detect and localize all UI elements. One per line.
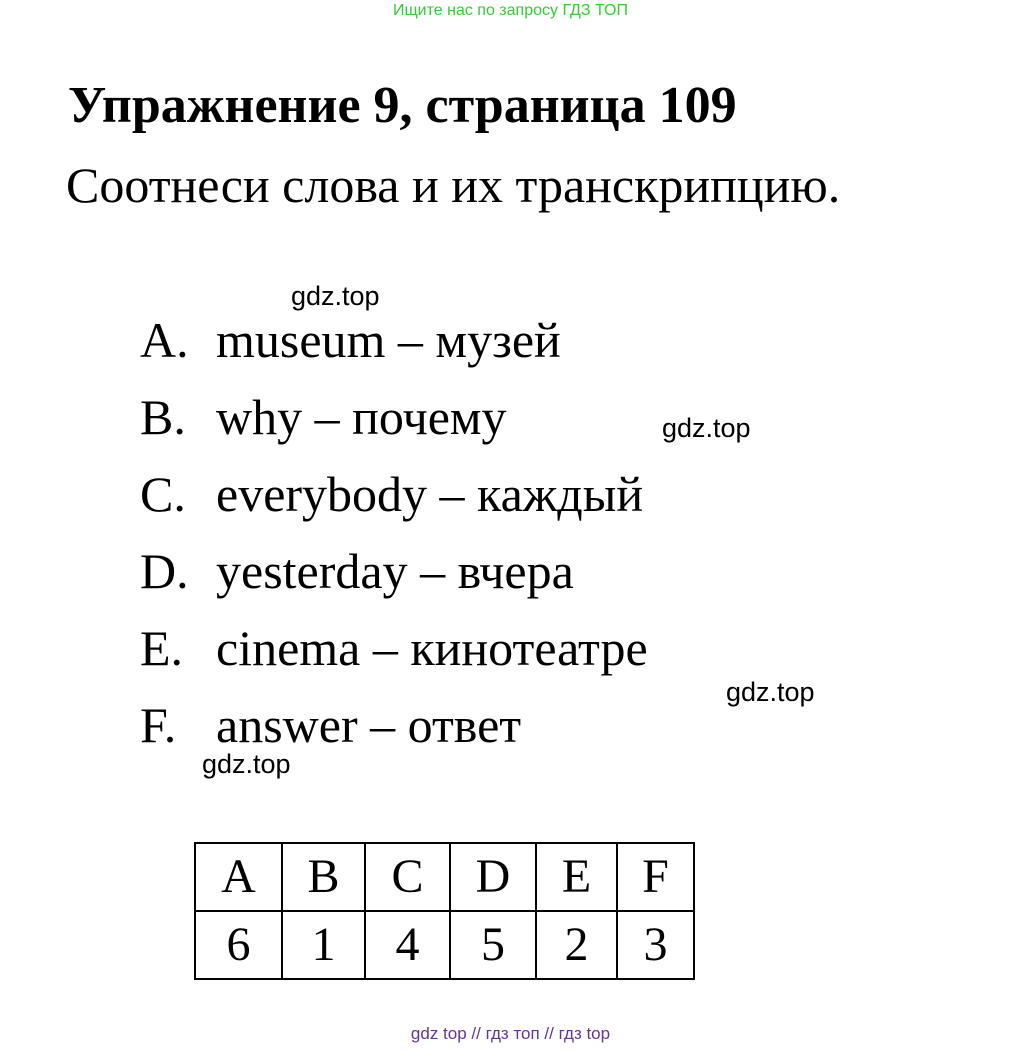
pair-letter: C. [140, 466, 186, 522]
answer-header-cell: A [195, 843, 282, 911]
answer-value-cell: 1 [282, 911, 365, 979]
exercise-instruction: Соотнеси слова и их транскрипцию. [66, 157, 841, 213]
watermark: gdz.top [662, 413, 751, 443]
pair-letter: F. [140, 697, 177, 753]
watermark: gdz.top [202, 749, 291, 779]
answer-header-cell: E [536, 843, 617, 911]
answer-value-cell: 2 [536, 911, 617, 979]
pair-letter: B. [140, 389, 186, 445]
pair-text: answer – ответ [216, 697, 522, 753]
answer-value-cell: 3 [617, 911, 694, 979]
answer-header-cell: D [450, 843, 536, 911]
pair-text: yesterday – вчера [216, 543, 574, 599]
watermark: gdz.top [291, 281, 380, 311]
answer-header-cell: C [365, 843, 450, 911]
word-pair-b [140, 389, 507, 445]
watermark: gdz.top [726, 677, 815, 707]
answer-value-cell: 4 [365, 911, 450, 979]
word-pair-c [140, 466, 643, 522]
pair-letter: A. [140, 312, 189, 368]
page-title: Упражнение 9, страница 109 [68, 77, 737, 134]
word-pair-d [140, 543, 574, 599]
answer-table-header-row [195, 843, 694, 911]
answer-value-cell: 6 [195, 911, 282, 979]
answer-header-cell: F [617, 843, 694, 911]
pair-text: museum – музей [216, 312, 561, 368]
word-pair-e [140, 620, 648, 676]
answer-header-cell: B [282, 843, 365, 911]
footer-text: gdz top // гдз топ // гдз top [410, 1024, 611, 1043]
pair-letter: D. [140, 543, 189, 599]
answer-table [194, 842, 695, 980]
top-banner: Ищите нас по запросу ГДЗ ТОП [393, 2, 628, 19]
word-pair-a [140, 312, 561, 368]
pair-text: everybody – каждый [216, 466, 644, 522]
pair-letter: E. [140, 620, 184, 676]
pair-text: cinema – кинотеатре [216, 620, 648, 676]
pair-text: why – почему [216, 389, 507, 445]
answer-table-value-row [195, 911, 694, 979]
word-pair-f [140, 697, 521, 753]
answer-value-cell: 5 [450, 911, 536, 979]
